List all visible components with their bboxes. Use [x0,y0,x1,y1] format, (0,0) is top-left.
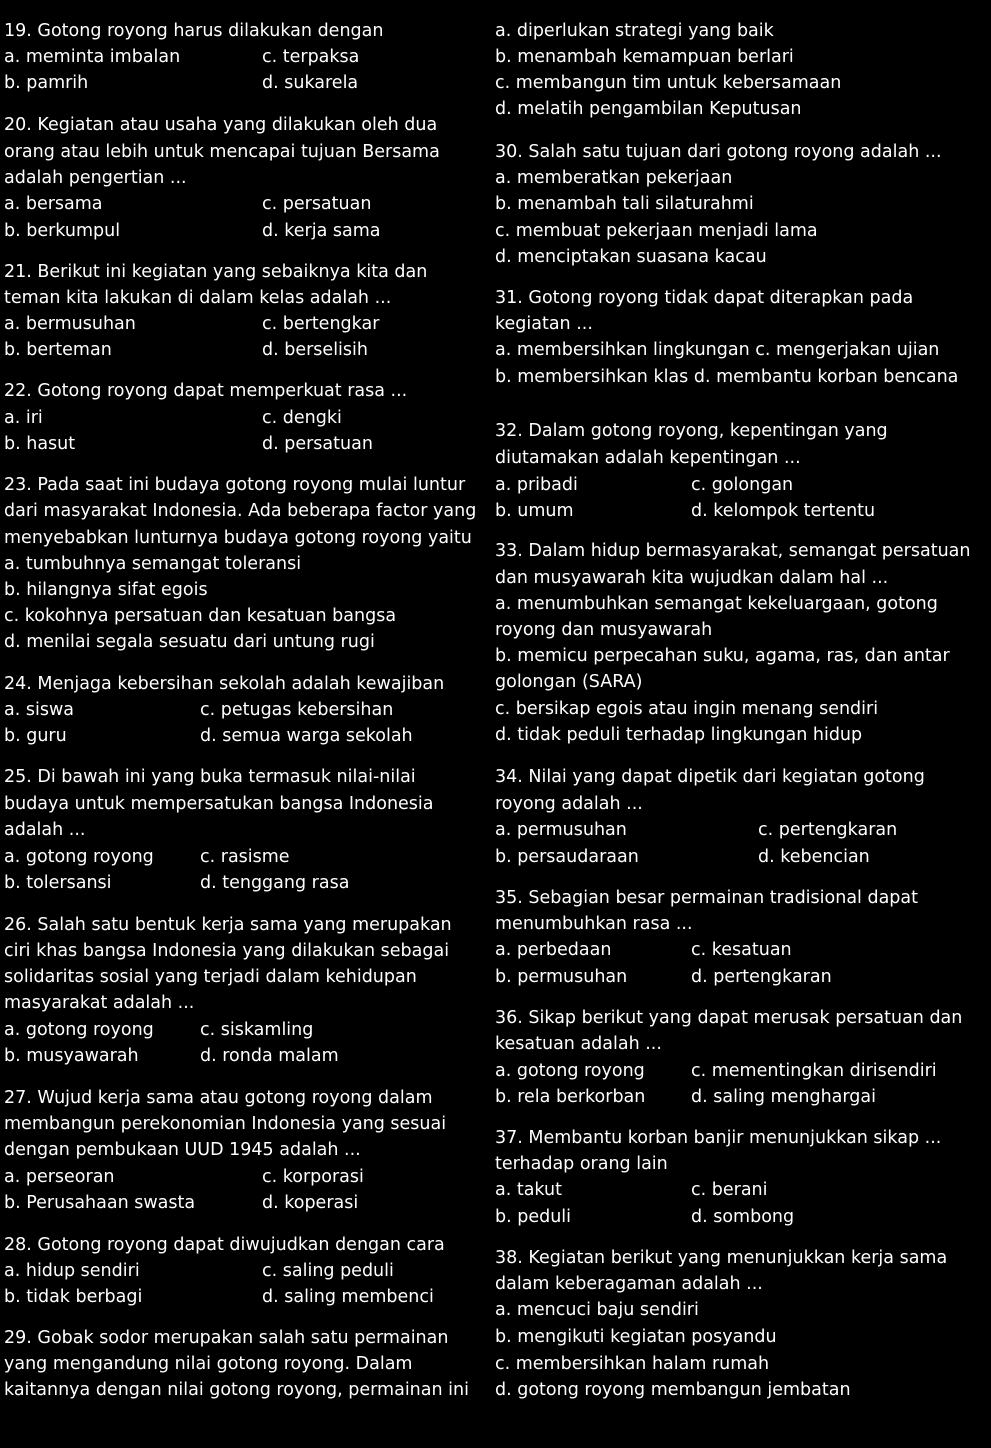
option-d: d. saling membenci [262,1287,434,1307]
option-c: c. pertengkaran [758,820,898,840]
option-b: b. peduli [495,1207,572,1227]
option-d: d. kelompok tertentu [691,501,876,521]
question-stem: 38. Kegiatan berikut yang menunjukkan kerja sama [495,1248,948,1268]
option-a: a. mencuci baju sendiri [495,1300,699,1320]
option-d: d. gotong royong membangun jembatan [495,1380,851,1400]
option-b: b. guru [4,726,67,746]
question-stem: 34. Nilai yang dapat dipetik dari kegiatan gotong [495,767,925,787]
question-stem: adalah pengertian ... [4,168,187,188]
option-c: c. mementingkan dirisendiri [691,1061,937,1081]
question-stem: 25. Di bawah ini yang buka termasuk nilai-nilai [4,767,416,787]
question-stem: 23. Pada saat ini budaya gotong royong mulai luntur [4,475,466,495]
option-b: b. pamrih [4,73,89,93]
option-a: a. takut [495,1180,562,1200]
option-c: c. bertengkar [262,314,380,334]
question-stem: yang mengandung nilai gotong royong. Dalam [4,1354,413,1374]
option-a: a. gotong royong [495,1061,645,1081]
option-b: b. tolersansi [4,873,112,893]
option-c: c. saling peduli [262,1261,394,1281]
left-column [4,0,484,1448]
option-c: c. bersikap egois atau ingin menang sendiri [495,699,879,719]
option-a: a. pribadi [495,475,578,495]
option-c: c. petugas kebersihan [200,700,394,720]
option-c: c. terpaksa [262,47,360,67]
option-b: b. hasut [4,434,76,454]
question-stem: kesatuan adalah ... [495,1034,662,1054]
question-stem: 24. Menjaga kebersihan sekolah adalah kewajiban [4,674,445,694]
question-stem: solidaritas sosial yang terjadi dalam kehidupan [4,967,417,987]
option-c: c. korporasi [262,1167,364,1187]
option-b: b. menambah tali silaturahmi [495,194,754,214]
question-stem: masyarakat adalah ... [4,993,195,1013]
option-d: d. persatuan [262,434,373,454]
option-c: c. golongan [691,475,794,495]
question-stem: 21. Berikut ini kegiatan yang sebaiknya kita dan [4,262,428,282]
question-stem: 20. Kegiatan atau usaha yang dilakukan oleh dua [4,115,438,135]
option-b: b. permusuhan [495,967,628,987]
question-stem: 22. Gotong royong dapat memperkuat rasa ... [4,381,408,401]
question-stem: 26. Salah satu bentuk kerja sama yang merupakan [4,915,452,935]
option-d: d. tenggang rasa [200,873,350,893]
option-b: b. berteman [4,340,112,360]
option-a: a. memberatkan pekerjaan [495,168,733,188]
option-a: a. menumbuhkan semangat kekeluargaan, gotong [495,594,938,614]
option-d: d. menciptakan suasana kacau [495,247,767,267]
option-c: c. berani [691,1180,768,1200]
option-b: b. rela berkorban [495,1087,646,1107]
question-stem: menumbuhkan rasa ... [495,914,693,934]
question-stem: membangun perekonomian Indonesia yang sesuai [4,1114,447,1134]
option-c: c. kokohnya persatuan dan kesatuan bangsa [4,606,397,626]
option-b: b. menambah kemampuan berlari [495,47,794,67]
option-d: d. melatih pengambilan Keputusan [495,99,802,119]
option-c: c. rasisme [200,847,290,867]
option-a: a. iri [4,408,43,428]
option-d: d. kerja sama [262,221,381,241]
option-b: b. tidak berbagi [4,1287,143,1307]
question-stem: dalam keberagaman adalah ... [495,1274,763,1294]
option-d: d. pertengkaran [691,967,832,987]
option-c: c. persatuan [262,194,372,214]
option-a: a. bermusuhan [4,314,136,334]
option-c: c. membangun tim untuk kebersamaan [495,73,842,93]
option-c: c. kesatuan [691,940,792,960]
option-d: d. kebencian [758,847,870,867]
option-b: b. persaudaraan [495,847,639,867]
option-d: d. menilai segala sesuatu dari untung rugi [4,632,375,652]
option-b: b. Perusahaan swasta [4,1193,196,1213]
option-b: b. umum [495,501,574,521]
option-a: a. tumbuhnya semangat toleransi [4,554,302,574]
question-stem: ciri khas bangsa Indonesia yang dilakukan sebagai [4,941,450,961]
option-a: a. perseoran [4,1167,115,1187]
question-stem: 27. Wujud kerja sama atau gotong royong dalam [4,1088,433,1108]
question-stem: 36. Sikap berikut yang dapat merusak persatuan dan [495,1008,963,1028]
question-stem: menyebabkan lunturnya budaya gotong royong yaitu [4,528,472,548]
option-b: b. musyawarah [4,1046,139,1066]
option-d: d. sukarela [262,73,359,93]
option-b: b. hilangnya sifat egois [4,580,208,600]
question-stem: 29. Gobak sodor merupakan salah satu permainan [4,1328,449,1348]
question-stem: orang atau lebih untuk mencapai tujuan Bersama [4,142,440,162]
question-stem: 32. Dalam gotong royong, kepentingan yang [495,421,888,441]
option-c: c. dengki [262,408,342,428]
options-row-2: b. membersihkan klas d. membantu korban bencana [495,367,959,387]
question-stem: adalah ... [4,820,86,840]
option-c: c. membuat pekerjaan menjadi lama [495,221,818,241]
question-stem: dan musyawarah kita wujudkan dalam hal ... [495,568,889,588]
option-b: b. mengikuti kegiatan posyandu [495,1327,777,1347]
option-a-continued: royong dan musyawarah [495,620,713,640]
question-stem: kaitannya dengan nilai gotong royong, permainan ini [4,1380,469,1400]
option-b: b. memicu perpecahan suku, agama, ras, dan antar [495,646,950,666]
question-stem: 33. Dalam hidup bermasyarakat, semangat persatuan [495,541,971,561]
option-d: d. ronda malam [200,1046,339,1066]
question-stem: budaya untuk mempersatukan bangsa Indonesia [4,794,434,814]
option-b-continued: golongan (SARA) [495,672,643,692]
question-stem: dari masyarakat Indonesia. Ada beberapa factor yang [4,501,477,521]
question-stem: 28. Gotong royong dapat diwujudkan dengan cara [4,1235,445,1255]
option-d: d. berselisih [262,340,368,360]
question-stem: 19. Gotong royong harus dilakukan dengan [4,21,384,41]
option-b: b. berkumpul [4,221,121,241]
option-d: d. semua warga sekolah [200,726,413,746]
option-a: a. diperlukan strategi yang baik [495,21,774,41]
option-d: d. koperasi [262,1193,359,1213]
question-stem: terhadap orang lain [495,1154,668,1174]
option-a: a. siswa [4,700,74,720]
option-a: a. gotong royong [4,847,154,867]
option-d: d. saling menghargai [691,1087,876,1107]
question-stem: teman kita lakukan di dalam kelas adalah ... [4,288,392,308]
question-stem: diutamakan adalah kepentingan ... [495,448,801,468]
question-stem: 30. Salah satu tujuan dari gotong royong adalah ... [495,142,942,162]
options-row-1: a. membersihkan lingkungan c. mengerjakan ujian [495,340,940,360]
option-a: a. meminta imbalan [4,47,181,67]
option-c: c. membersihkan halam rumah [495,1354,770,1374]
question-stem: 31. Gotong royong tidak dapat diterapkan pada [495,288,914,308]
question-stem: 37. Membantu korban banjir menunjukkan sikap ... [495,1128,942,1148]
option-a: a. gotong royong [4,1020,154,1040]
option-d: d. sombong [691,1207,795,1227]
option-c: c. siskamling [200,1020,314,1040]
option-d: d. tidak peduli terhadap lingkungan hidup [495,725,863,745]
question-stem: kegiatan ... [495,314,593,334]
option-a: a. bersama [4,194,103,214]
option-a: a. hidup sendiri [4,1261,140,1281]
option-a: a. perbedaan [495,940,612,960]
option-a: a. permusuhan [495,820,627,840]
question-stem: 35. Sebagian besar permainan tradisional dapat [495,888,918,908]
question-stem: dengan pembukaan UUD 1945 adalah ... [4,1140,361,1160]
right-column [495,0,987,1448]
question-stem: royong adalah ... [495,794,643,814]
